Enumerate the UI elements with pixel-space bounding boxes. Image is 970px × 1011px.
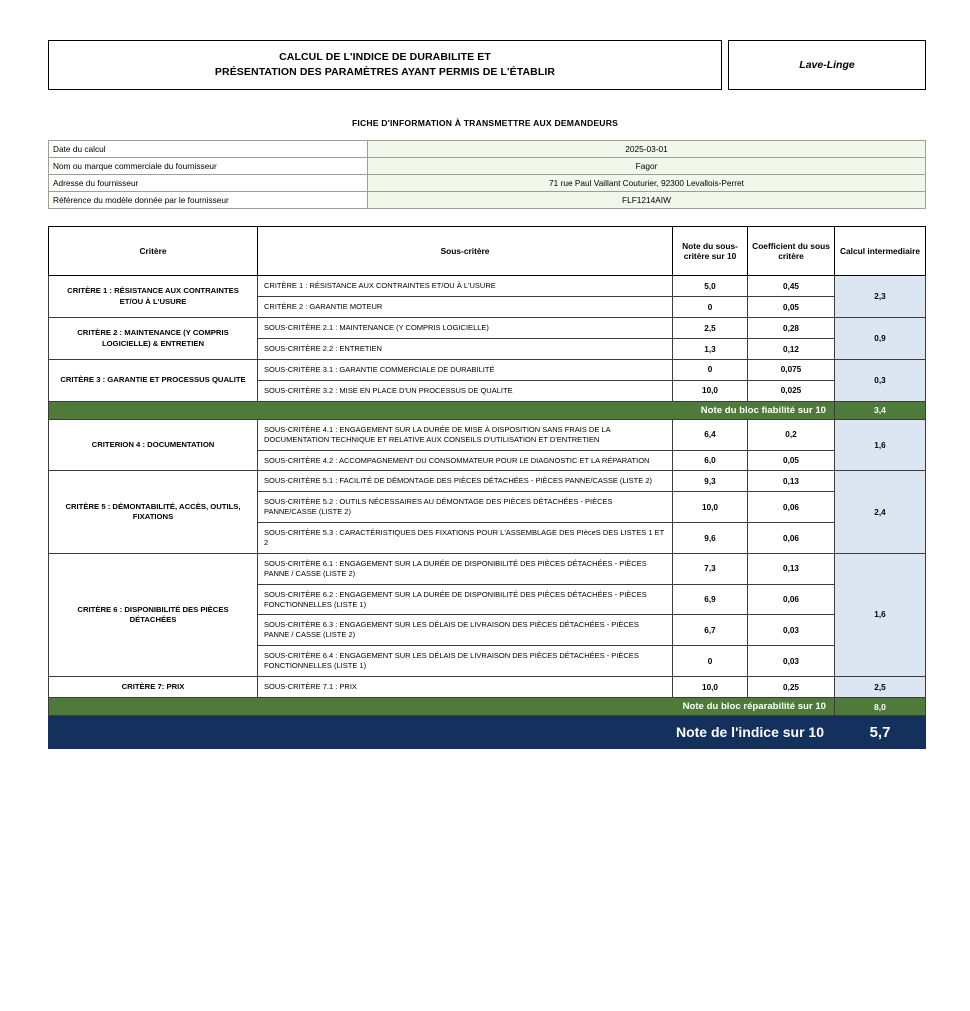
coefficient-value: 0,06	[748, 492, 835, 523]
critere-3-label: CRITÈRE 3 : GARANTIE ET PROCESSUS QUALITE	[49, 360, 258, 402]
document-title-line1: CALCUL DE L'INDICE DE DURABILITE ET	[279, 51, 491, 63]
table-body-reliability	[49, 276, 926, 419]
sous-critere-label: SOUS-CRITÈRE 5.2 : OUTILS NÉCESSAIRES AU DÉMONTAGE DES PIÈCES DÉTACHÉES - PIÈCES PANNE/CASSE (LISTE 2)	[258, 492, 673, 523]
note-value: 9,3	[673, 471, 748, 492]
coefficient-value: 0,28	[748, 318, 835, 339]
sous-critere-label: SOUS-CRITÈRE 6.3 : ENGAGEMENT SUR LES DÉLAIS DE LIVRAISON DES PIÈCES DÉTACHÉES - PIÈCES PANNE / CASSE (LISTE 2)	[258, 615, 673, 646]
coefficient-value: 0,2	[748, 419, 835, 450]
info-label-date: Date du calcul	[49, 141, 368, 158]
coefficient-value: 0,25	[748, 677, 835, 698]
document-subtitle: FICHE D'INFORMATION À TRANSMETTRE AUX DEMANDEURS	[351, 118, 619, 129]
calcul-intermediaire-value: 2,3	[835, 276, 926, 318]
calcul-intermediaire-value: 1,6	[835, 419, 926, 471]
note-value: 10,0	[673, 380, 748, 401]
calcul-intermediaire-value: 1,6	[835, 553, 926, 676]
table-row	[49, 419, 926, 450]
coefficient-value: 0,13	[748, 553, 835, 584]
table-row	[49, 677, 926, 698]
info-label-brand: Nom ou marque commerciale du fournisseur	[49, 158, 368, 175]
table-row	[49, 553, 926, 584]
info-value-brand: Fagor	[368, 158, 926, 175]
sous-critere-label: SOUS-CRITÈRE 6.2 : ENGAGEMENT SUR LA DURÉE DE DISPONIBILITÉ DES PIÈCES DÉTACHÉES - PIÈCES FONCTIONNELLES (LISTE 1)	[258, 584, 673, 615]
note-value: 2,5	[673, 318, 748, 339]
note-value: 6,9	[673, 584, 748, 615]
final-index-value: 5,7	[835, 716, 926, 749]
sous-critere-label: SOUS-CRITÈRE 6.1 : ENGAGEMENT SUR LA DURÉE DE DISPONIBILITÉ DES PIÈCES DÉTACHÉES - PIÈCES PANNE / CASSE (LISTE 2)	[258, 553, 673, 584]
header-calcul: Calcul intermediaire	[835, 227, 926, 276]
info-value-model: FLF1214AIW	[368, 192, 926, 209]
info-label-model: Référence du modèle donnée par le fournisseur	[49, 192, 368, 209]
product-type-box	[728, 40, 926, 90]
note-value: 9,6	[673, 523, 748, 554]
block-total-reliability-label: Note du bloc fiabilité sur 10	[49, 401, 835, 419]
table-body-repairability	[49, 419, 926, 749]
sous-critere-label: SOUS-CRITÈRE 6.4 : ENGAGEMENT SUR LES DÉLAIS DE LIVRAISON DES PIÈCES DÉTACHÉES - PIÈCES FONCTIONNELLES (LISTE 1)	[258, 646, 673, 677]
document-title-line2: PRÉSENTATION DES PARAMÈTRES AYANT PERMIS DE L'ÉTABLIR	[214, 66, 556, 79]
sous-critere-label: SOUS-CRITÈRE 3.2 : MISE EN PLACE D'UN PROCESSUS DE QUALITE	[258, 380, 673, 401]
sous-critere-label: SOUS-CRITÈRE 3.1 : GARANTIE COMMERCIALE DE DURABILITÉ	[258, 360, 673, 381]
calcul-intermediaire-value: 2,5	[835, 677, 926, 698]
coefficient-value: 0,45	[748, 276, 835, 297]
note-value: 6,7	[673, 615, 748, 646]
note-value: 10,0	[673, 492, 748, 523]
info-value-date: 2025-03-01	[368, 141, 926, 158]
coefficient-value: 0,03	[748, 615, 835, 646]
sous-critere-label: SOUS-CRITÈRE 2.2 : ENTRETIEN	[258, 339, 673, 360]
critere-2-label: CRITÈRE 2 : MAINTENANCE (Y COMPRIS LOGICIELLE) & ENTRETIEN	[49, 318, 258, 360]
critere-4-label: CRITERION 4 : DOCUMENTATION	[49, 419, 258, 471]
sous-critere-label: CRITÈRE 1 : RÉSISTANCE AUX CONTRAINTES ET/OU À L'USURE	[258, 276, 673, 297]
note-value: 0	[673, 360, 748, 381]
sous-critere-label: SOUS-CRITÈRE 2.1 : MAINTENANCE (Y COMPRIS LOGICIELLE)	[258, 318, 673, 339]
document-title-box	[48, 40, 722, 90]
note-value: 6,4	[673, 419, 748, 450]
final-index-label: Note de l'indice sur 10	[49, 716, 835, 749]
info-label-address: Adresse du fournisseur	[49, 175, 368, 192]
sous-critere-label: SOUS-CRITÈRE 7.1 : PRIX	[258, 677, 673, 698]
table-header-row	[49, 227, 926, 276]
coefficient-value: 0,05	[748, 450, 835, 471]
sous-critere-label: CRITÈRE 2 : GARANTIE MOTEUR	[258, 297, 673, 318]
durability-index-table	[48, 226, 926, 749]
coefficient-value: 0,025	[748, 380, 835, 401]
critere-7-label: CRITÈRE 7: PRIX	[49, 677, 258, 698]
table-row	[49, 318, 926, 339]
block-total-repairability-value: 8,0	[835, 698, 926, 716]
calcul-intermediaire-value: 0,3	[835, 360, 926, 402]
block-total-reliability-row	[49, 401, 926, 419]
sous-critere-label: SOUS-CRITÈRE 5.1 : FACILITÉ DE DÉMONTAGE DES PIÈCES DÉTACHÉES - PIÈCES PANNE/CASSE (LISTE 2)	[258, 471, 673, 492]
table-row	[49, 158, 926, 175]
coefficient-value: 0,12	[748, 339, 835, 360]
note-value: 6,0	[673, 450, 748, 471]
header-note: Note du sous-critère sur 10	[673, 227, 748, 276]
sous-critere-label: SOUS-CRITÈRE 4.1 : ENGAGEMENT SUR LA DURÉE DE MISE À DISPOSITION SANS FRAIS DE LA DOCUMENTATION TECHNIQUE ET RELATIVE AUX CONSEILS D'UTILISATION ET D'ENTRETIEN	[258, 419, 673, 450]
table-row	[49, 192, 926, 209]
header-critere: Critère	[49, 227, 258, 276]
document-page	[0, 40, 970, 1011]
info-value-address: 71 rue Paul Vaillant Couturier, 92300 Levallois-Perret	[368, 175, 926, 192]
product-type-label: Lave-Linge	[799, 59, 855, 72]
table-row	[49, 471, 926, 492]
coefficient-value: 0,05	[748, 297, 835, 318]
sous-critere-label: SOUS-CRITÈRE 4.2 : ACCOMPAGNEMENT DU CONSOMMATEUR POUR LE DIAGNOSTIC ET LA RÉPARATION	[258, 450, 673, 471]
note-value: 5,0	[673, 276, 748, 297]
coefficient-value: 0,06	[748, 523, 835, 554]
table-row	[49, 276, 926, 297]
calcul-intermediaire-value: 0,9	[835, 318, 926, 360]
block-total-repairability-row	[49, 698, 926, 716]
coefficient-value: 0,075	[748, 360, 835, 381]
header-coefficient: Coefficient du sous critère	[748, 227, 835, 276]
coefficient-value: 0,06	[748, 584, 835, 615]
coefficient-value: 0,13	[748, 471, 835, 492]
note-value: 7,3	[673, 553, 748, 584]
block-total-reliability-value: 3,4	[835, 401, 926, 419]
document-header	[48, 40, 926, 90]
critere-1-label: CRITÈRE 1 : RÉSISTANCE AUX CONTRAINTES ET/OU À L'USURE	[49, 276, 258, 318]
supplier-info-table	[48, 140, 926, 209]
table-row	[49, 175, 926, 192]
table-row	[49, 141, 926, 158]
note-value: 0	[673, 297, 748, 318]
block-total-repairability-label: Note du bloc réparabilité sur 10	[49, 698, 835, 716]
header-sous-critere: Sous-critère	[258, 227, 673, 276]
final-index-row	[49, 716, 926, 749]
critere-5-label: CRITÈRE 5 : DÉMONTABILITÉ, ACCÈS, OUTILS, FIXATIONS	[49, 471, 258, 553]
note-value: 1,3	[673, 339, 748, 360]
sous-critere-label: SOUS-CRITÈRE 5.3 : CARACTÉRISTIQUES DES FIXATIONS POUR L'ASSEMBLAGE DES PIèceS DES LISTES 1 ET 2	[258, 523, 673, 554]
coefficient-value: 0,03	[748, 646, 835, 677]
table-row	[49, 360, 926, 381]
note-value: 10,0	[673, 677, 748, 698]
critere-6-label: CRITÈRE 6 : DISPONIBILITÉ DES PIÈCES DÉTACHÉES	[49, 553, 258, 676]
note-value: 0	[673, 646, 748, 677]
calcul-intermediaire-value: 2,4	[835, 471, 926, 553]
table-header	[49, 227, 926, 276]
